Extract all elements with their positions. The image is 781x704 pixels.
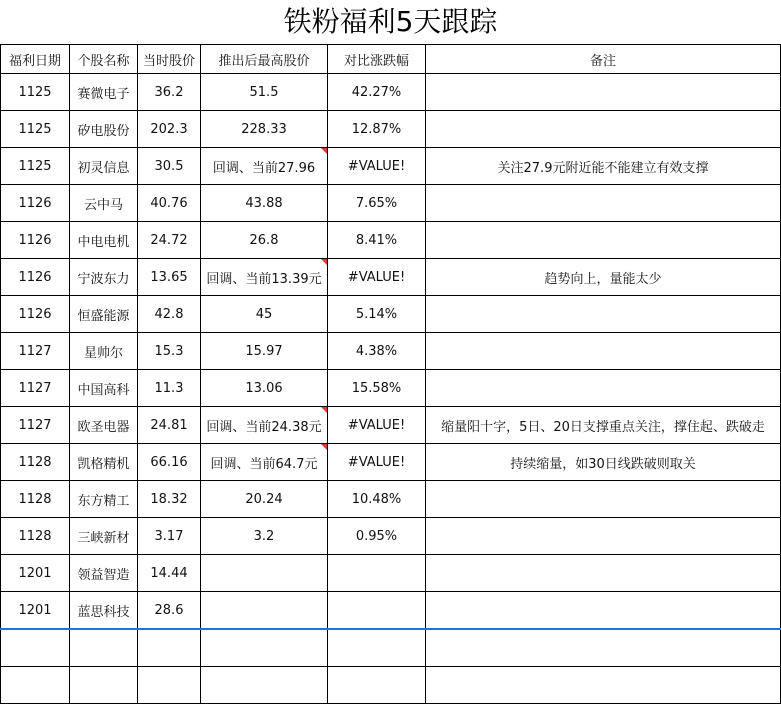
change-cell[interactable] (328, 444, 426, 481)
name-cell-text: 三峡新材 (77, 530, 130, 546)
table-row (1, 592, 781, 630)
high-cell-text: 43.88 (245, 195, 283, 211)
empty-cell[interactable] (1, 667, 70, 704)
date-cell-text: 1126 (18, 232, 52, 248)
price-cell-text: 36.2 (154, 84, 184, 100)
date-cell-text: 1127 (18, 417, 52, 433)
name-cell[interactable] (70, 555, 138, 592)
high-cell[interactable] (201, 333, 328, 370)
table-row (1, 222, 781, 259)
high-cell[interactable] (201, 148, 328, 185)
date-cell[interactable] (1, 74, 70, 111)
note-cell[interactable] (426, 259, 781, 296)
empty-cell[interactable] (138, 667, 201, 704)
name-cell-text: 东方精工 (77, 493, 130, 509)
price-cell-text: 18.32 (150, 491, 188, 507)
date-cell[interactable] (1, 481, 70, 518)
price-cell[interactable] (138, 592, 201, 630)
price-cell-text: 11.3 (154, 380, 184, 396)
date-cell-text: 1128 (18, 491, 52, 507)
price-cell-text: 42.8 (154, 306, 184, 322)
header-date[interactable]: 福利日期 (1, 45, 70, 74)
price-cell[interactable] (138, 407, 201, 444)
empty-row (1, 667, 781, 704)
high-cell-text: 回调、当前13.39元 (206, 271, 322, 287)
empty-cell[interactable] (201, 667, 328, 704)
date-cell[interactable] (1, 518, 70, 555)
table-row (1, 370, 781, 407)
change-cell[interactable] (328, 185, 426, 222)
note-cell-text: 趋势向上，量能太少 (544, 271, 662, 287)
date-cell-text: 1128 (18, 528, 52, 544)
empty-cell[interactable] (426, 629, 781, 667)
header-high[interactable]: 推出后最高股价 (201, 45, 328, 74)
high-cell-text: 回调、当前27.96 (212, 160, 316, 176)
empty-cell[interactable] (426, 667, 781, 704)
table-row (1, 148, 781, 185)
date-cell[interactable] (1, 370, 70, 407)
price-cell-text: 28.6 (154, 602, 184, 618)
note-cell[interactable] (426, 333, 781, 370)
date-cell[interactable] (1, 592, 70, 630)
name-cell[interactable] (70, 222, 138, 259)
price-cell[interactable] (138, 444, 201, 481)
high-cell-text: 3.2 (253, 528, 275, 544)
high-cell-text: 45 (255, 306, 273, 322)
date-cell-text: 1127 (18, 343, 52, 359)
name-cell-text: 中电电机 (77, 234, 130, 250)
name-cell[interactable] (70, 407, 138, 444)
date-cell[interactable] (1, 148, 70, 185)
change-cell[interactable] (328, 259, 426, 296)
change-cell-text: 15.58% (351, 380, 402, 396)
price-cell[interactable] (138, 148, 201, 185)
empty-cell[interactable] (328, 629, 426, 667)
name-cell-text: 矽电股份 (77, 123, 130, 139)
name-cell-text: 蓝思科技 (77, 604, 130, 620)
name-cell-text: 领益智造 (77, 567, 130, 583)
change-cell-text: 8.41% (355, 232, 398, 248)
date-cell-text: 1125 (18, 158, 52, 174)
header-note[interactable]: 备注 (426, 45, 781, 74)
date-cell-text: 1201 (18, 565, 52, 581)
change-cell[interactable] (328, 592, 426, 630)
empty-cell[interactable] (1, 629, 70, 667)
empty-cell[interactable] (201, 629, 328, 667)
change-cell[interactable] (328, 555, 426, 592)
name-cell[interactable] (70, 592, 138, 630)
change-cell[interactable] (328, 518, 426, 555)
high-cell[interactable] (201, 111, 328, 148)
change-cell-text: 4.38% (355, 343, 398, 359)
high-cell[interactable] (201, 481, 328, 518)
high-cell-text: 51.5 (249, 84, 279, 100)
comment-marker-icon[interactable] (321, 444, 327, 450)
name-cell[interactable] (70, 74, 138, 111)
name-cell[interactable] (70, 481, 138, 518)
header-name[interactable]: 个股名称 (70, 45, 138, 74)
table-row (1, 407, 781, 444)
name-cell[interactable] (70, 111, 138, 148)
header-change[interactable]: 对比涨跌幅 (328, 45, 426, 74)
note-cell[interactable] (426, 370, 781, 407)
name-cell[interactable] (70, 518, 138, 555)
price-cell-text: 3.17 (154, 528, 184, 544)
change-cell-text: #VALUE! (347, 158, 406, 174)
empty-cell[interactable] (70, 629, 138, 667)
table-row (1, 518, 781, 555)
table-row (1, 555, 781, 592)
note-cell-text: 持续缩量，如30日线跌破则取关 (510, 456, 696, 472)
name-cell[interactable] (70, 259, 138, 296)
date-cell[interactable] (1, 185, 70, 222)
high-cell[interactable] (201, 185, 328, 222)
note-cell-text: 缩量阳十字，5日、20日支撑重点关注，撑住起、跌破走 (441, 419, 765, 435)
name-cell[interactable] (70, 296, 138, 333)
date-cell[interactable] (1, 222, 70, 259)
price-cell[interactable] (138, 111, 201, 148)
comment-marker-icon[interactable] (321, 148, 327, 154)
change-cell-text: 10.48% (351, 491, 402, 507)
table-row (1, 444, 781, 481)
header-price[interactable]: 当时股价 (138, 45, 201, 74)
date-cell-text: 1125 (18, 121, 52, 137)
change-cell-text: #VALUE! (347, 454, 406, 470)
table-row (1, 185, 781, 222)
name-cell-text: 恒盛能源 (77, 308, 130, 324)
name-cell-text: 宁波东力 (77, 271, 130, 287)
price-cell-text: 15.3 (154, 343, 184, 359)
date-cell[interactable] (1, 333, 70, 370)
change-cell[interactable] (328, 333, 426, 370)
date-cell-text: 1128 (18, 454, 52, 470)
change-cell[interactable] (328, 74, 426, 111)
high-cell-text: 228.33 (241, 121, 287, 137)
comment-marker-icon[interactable] (321, 407, 327, 413)
date-cell[interactable] (1, 259, 70, 296)
name-cell-text: 初灵信息 (77, 160, 130, 176)
change-cell[interactable] (328, 111, 426, 148)
tracking-table (0, 44, 781, 704)
change-cell-text: #VALUE! (347, 269, 406, 285)
change-cell[interactable] (328, 222, 426, 259)
table-row (1, 296, 781, 333)
price-cell[interactable] (138, 259, 201, 296)
change-cell-text: 42.27% (351, 84, 402, 100)
change-cell[interactable] (328, 481, 426, 518)
high-cell[interactable] (201, 592, 328, 630)
note-cell[interactable] (426, 296, 781, 333)
note-cell[interactable] (426, 185, 781, 222)
sheet-title: 铁粉福利5天跟踪 (283, 5, 498, 38)
price-cell[interactable] (138, 370, 201, 407)
name-cell-text: 星帅尔 (83, 345, 123, 361)
price-cell[interactable] (138, 185, 201, 222)
high-cell[interactable] (201, 259, 328, 296)
date-cell-text: 1125 (18, 84, 52, 100)
table-row (1, 259, 781, 296)
high-cell[interactable] (201, 518, 328, 555)
high-cell[interactable] (201, 222, 328, 259)
high-cell[interactable] (201, 555, 328, 592)
note-cell[interactable] (426, 111, 781, 148)
date-cell-text: 1126 (18, 269, 52, 285)
price-cell[interactable] (138, 296, 201, 333)
high-cell-text: 26.8 (249, 232, 279, 248)
name-cell[interactable] (70, 444, 138, 481)
price-cell[interactable] (138, 74, 201, 111)
note-cell[interactable] (426, 148, 781, 185)
table-row (1, 74, 781, 111)
name-cell[interactable] (70, 148, 138, 185)
high-cell-text: 20.24 (245, 491, 283, 507)
note-cell[interactable] (426, 444, 781, 481)
price-cell-text: 24.72 (150, 232, 188, 248)
change-cell-text: 5.14% (355, 306, 398, 322)
date-cell-text: 1126 (18, 306, 52, 322)
note-cell[interactable] (426, 555, 781, 592)
high-cell[interactable] (201, 370, 328, 407)
price-cell[interactable] (138, 518, 201, 555)
price-cell[interactable] (138, 555, 201, 592)
table-row (1, 333, 781, 370)
date-cell[interactable] (1, 555, 70, 592)
change-cell[interactable] (328, 296, 426, 333)
empty-cell[interactable] (138, 629, 201, 667)
change-cell-text: #VALUE! (347, 417, 406, 433)
high-cell-text: 13.06 (245, 380, 283, 396)
date-cell-text: 1126 (18, 195, 52, 211)
note-cell[interactable] (426, 592, 781, 630)
note-cell[interactable] (426, 222, 781, 259)
high-cell-text: 15.97 (245, 343, 283, 359)
empty-cell[interactable] (70, 667, 138, 704)
date-cell[interactable] (1, 296, 70, 333)
high-cell[interactable] (201, 296, 328, 333)
note-cell[interactable] (426, 481, 781, 518)
note-cell[interactable] (426, 74, 781, 111)
date-cell-text: 1201 (18, 602, 52, 618)
name-cell[interactable] (70, 370, 138, 407)
high-cell-text: 回调、当前24.38元 (206, 419, 322, 435)
date-cell[interactable] (1, 407, 70, 444)
date-cell[interactable] (1, 111, 70, 148)
name-cell-text: 欧圣电器 (77, 419, 130, 435)
name-cell-text: 凯格精机 (77, 456, 130, 472)
table-row (1, 111, 781, 148)
date-cell-text: 1127 (18, 380, 52, 396)
date-cell[interactable] (1, 444, 70, 481)
name-cell-text: 赛微电子 (77, 86, 130, 102)
price-cell-text: 202.3 (150, 121, 188, 137)
name-cell[interactable] (70, 185, 138, 222)
change-cell[interactable] (328, 407, 426, 444)
price-cell-text: 66.16 (150, 454, 188, 470)
change-cell-text: 0.95% (355, 528, 398, 544)
high-cell[interactable] (201, 74, 328, 111)
price-cell-text: 13.65 (150, 269, 188, 285)
comment-marker-icon[interactable] (321, 259, 327, 265)
table-row (1, 481, 781, 518)
empty-row (1, 629, 781, 667)
price-cell-text: 14.44 (150, 565, 188, 581)
price-cell-text: 30.5 (154, 158, 184, 174)
high-cell[interactable] (201, 444, 328, 481)
high-cell-text: 回调、当前64.7元 (210, 456, 318, 472)
name-cell-text: 中国高科 (77, 382, 130, 398)
change-cell-text: 12.87% (351, 121, 402, 137)
change-cell[interactable] (328, 148, 426, 185)
note-cell[interactable] (426, 518, 781, 555)
note-cell-text: 关注27.9元附近能不能建立有效支撑 (497, 160, 709, 176)
change-cell[interactable] (328, 370, 426, 407)
note-cell[interactable] (426, 407, 781, 444)
name-cell[interactable] (70, 333, 138, 370)
high-cell[interactable] (201, 407, 328, 444)
change-cell-text: 7.65% (355, 195, 398, 211)
price-cell-text: 40.76 (150, 195, 188, 211)
name-cell-text: 云中马 (83, 197, 123, 213)
price-cell[interactable] (138, 481, 201, 518)
empty-cell[interactable] (328, 667, 426, 704)
header-row (1, 45, 781, 74)
price-cell[interactable] (138, 333, 201, 370)
price-cell-text: 24.81 (150, 417, 188, 433)
price-cell[interactable] (138, 222, 201, 259)
